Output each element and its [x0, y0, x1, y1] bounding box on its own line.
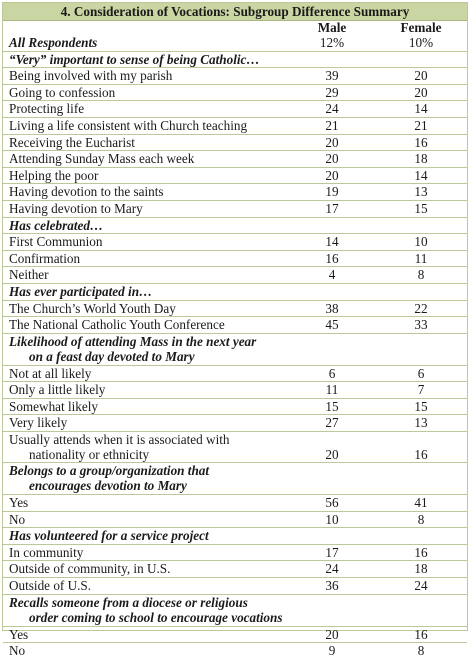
- table-row: [3, 234, 467, 251]
- section-heading: [3, 51, 467, 68]
- table-row: [3, 84, 467, 101]
- section-heading-line: Has ever participated in…: [9, 283, 153, 299]
- male-value: 4: [285, 267, 375, 284]
- male-value: 20: [285, 432, 375, 463]
- table-row: [3, 267, 467, 284]
- row-label: [3, 578, 285, 595]
- section-heading-line: on a feast day devoted to Mary: [29, 348, 195, 364]
- table-row: [3, 578, 467, 595]
- row-label: [3, 398, 285, 415]
- row-label-line: Being involved with my parish: [9, 68, 173, 84]
- row-label-line: Receiving the Eucharist: [9, 134, 135, 150]
- section-heading-row: [3, 528, 467, 545]
- table-row: [3, 250, 467, 267]
- section-heading-row: [3, 463, 467, 495]
- female-value: 41: [375, 495, 467, 512]
- female-value: 8: [375, 511, 467, 528]
- female-value: 22: [375, 300, 467, 317]
- table-row: [3, 117, 467, 134]
- row-label-line: Confirmation: [9, 250, 81, 266]
- row-label: [3, 415, 285, 432]
- row-label: [3, 561, 285, 578]
- male-value: 17: [285, 544, 375, 561]
- row-label-line: Usually attends when it is associated with: [9, 432, 230, 448]
- table-row: [3, 382, 467, 399]
- row-label: [3, 544, 285, 561]
- row-label-line: No: [9, 511, 26, 527]
- male-value: 19: [285, 184, 375, 201]
- section-heading-line: Has celebrated…: [9, 217, 104, 233]
- section-heading-row: [3, 217, 467, 234]
- row-label-line: Protecting life: [9, 101, 85, 117]
- male-value: 45: [285, 317, 375, 334]
- female-value: 10: [375, 234, 467, 251]
- male-value: 21: [285, 117, 375, 134]
- male-value: 24: [285, 561, 375, 578]
- female-value: 8: [375, 267, 467, 284]
- section-heading-line: encourages devotion to Mary: [29, 478, 187, 494]
- section-heading-row: [3, 333, 467, 365]
- row-label-line: No: [9, 643, 26, 659]
- female-value: 14: [375, 101, 467, 118]
- row-label: [3, 68, 285, 85]
- male-value: 56: [285, 495, 375, 512]
- row-label-line: Living a life consistent with Church teaching: [9, 117, 248, 133]
- section-heading: [3, 594, 467, 626]
- column-header-female: Female: [400, 20, 442, 35]
- table-row: [3, 561, 467, 578]
- section-heading-row: [3, 51, 467, 68]
- male-value: 17: [285, 200, 375, 217]
- male-value: 20: [285, 151, 375, 168]
- table-row: [3, 300, 467, 317]
- section-heading-line: “Very” important to sense of being Catholic…: [9, 51, 260, 67]
- row-label-line: The National Catholic Youth Conference: [9, 317, 225, 333]
- table-row: [3, 643, 467, 659]
- row-label-line: The Church’s World Youth Day: [9, 300, 176, 316]
- row-label: [3, 317, 285, 334]
- section-heading-line: Recalls someone from a diocese or religious: [9, 594, 248, 610]
- female-value: 11: [375, 250, 467, 267]
- row-label: [3, 101, 285, 118]
- female-value: 33: [375, 317, 467, 334]
- male-value: 15: [285, 398, 375, 415]
- row-label: [3, 511, 285, 528]
- female-value: 16: [375, 626, 467, 643]
- female-value: 18: [375, 561, 467, 578]
- female-value: 7: [375, 382, 467, 399]
- table-row: [3, 151, 467, 168]
- row-label: [3, 200, 285, 217]
- table-title-row: [3, 3, 467, 21]
- summary-table: [3, 3, 467, 659]
- female-value: 16: [375, 432, 467, 463]
- female-value: 18: [375, 151, 467, 168]
- female-value: 20: [375, 84, 467, 101]
- section-heading: [3, 463, 467, 495]
- row-label-line: Attending Sunday Mass each week: [9, 151, 195, 167]
- row-label: [3, 234, 285, 251]
- female-value: 8: [375, 643, 467, 659]
- row-label-line: Outside of U.S.: [9, 578, 92, 594]
- male-value: 9: [285, 643, 375, 659]
- row-label-line: Somewhat likely: [9, 398, 99, 414]
- female-value: 20: [375, 68, 467, 85]
- row-label: [3, 184, 285, 201]
- male-value: 29: [285, 84, 375, 101]
- female-value: 16: [375, 134, 467, 151]
- row-label: All Respondents: [9, 35, 98, 50]
- table-row: [3, 317, 467, 334]
- male-value: 11: [285, 382, 375, 399]
- all-respondents-row: [3, 35, 467, 51]
- row-label-line: Only a little likely: [9, 382, 106, 398]
- row-label: [3, 117, 285, 134]
- female-value: 21: [375, 117, 467, 134]
- section-heading-line: order coming to school to encourage vocations: [29, 609, 283, 625]
- row-label: [3, 250, 285, 267]
- section-heading-line: Has volunteered for a service project: [9, 528, 209, 544]
- female-value: 14: [375, 167, 467, 184]
- table-title: 4. Consideration of Vocations: Subgroup Difference Summary: [3, 3, 467, 21]
- male-value: 20: [285, 134, 375, 151]
- row-label: [3, 167, 285, 184]
- summary-table-frame: [2, 2, 468, 659]
- row-label-line: In community: [9, 544, 84, 560]
- row-label: [3, 643, 285, 659]
- male-value: 20: [285, 167, 375, 184]
- row-label: [3, 626, 285, 643]
- section-heading: [3, 528, 467, 545]
- row-label-line: Having devotion to Mary: [9, 200, 143, 216]
- male-value: 38: [285, 300, 375, 317]
- male-value: 10: [285, 511, 375, 528]
- row-label: [3, 365, 285, 382]
- table-row: [3, 398, 467, 415]
- row-label: [3, 267, 285, 284]
- male-value: 20: [285, 626, 375, 643]
- row-label-line: Having devotion to the saints: [9, 184, 164, 200]
- table-row: [3, 167, 467, 184]
- table-row: [3, 626, 467, 643]
- table-row: [3, 511, 467, 528]
- male-value: 6: [285, 365, 375, 382]
- table-body: [3, 51, 467, 659]
- female-value: 15: [375, 200, 467, 217]
- row-label: [3, 432, 285, 463]
- row-label-line: Going to confession: [9, 84, 116, 100]
- section-heading-line: Belongs to a group/organization that: [9, 463, 210, 479]
- row-label-line: Yes: [9, 495, 29, 511]
- female-value: 16: [375, 544, 467, 561]
- section-heading: [3, 217, 467, 234]
- female-value: 13: [375, 184, 467, 201]
- section-heading: [3, 333, 467, 365]
- male-value: 36: [285, 578, 375, 595]
- row-label-line: Very likely: [9, 415, 68, 431]
- female-value: 15: [375, 398, 467, 415]
- section-heading-line: Likelihood of attending Mass in the next year: [9, 333, 257, 349]
- row-label-line: Not at all likely: [9, 365, 92, 381]
- row-label-line: Outside of community, in U.S.: [9, 561, 171, 577]
- row-label: [3, 495, 285, 512]
- column-header-row: [3, 21, 467, 36]
- table-row: [3, 432, 467, 463]
- column-header-male: Male: [317, 20, 347, 35]
- row-label-line: Helping the poor: [9, 167, 99, 183]
- male-value: 14: [285, 234, 375, 251]
- table-row: [3, 134, 467, 151]
- male-value: 27: [285, 415, 375, 432]
- row-label: [3, 134, 285, 151]
- male-value: 16: [285, 250, 375, 267]
- row-label-line: Neither: [9, 267, 49, 283]
- female-value: 10%: [408, 35, 434, 50]
- female-value: 6: [375, 365, 467, 382]
- row-label-line: First Communion: [9, 234, 103, 250]
- table-row: [3, 365, 467, 382]
- row-label: [3, 84, 285, 101]
- row-label: [3, 382, 285, 399]
- table-row: [3, 495, 467, 512]
- table-row: [3, 544, 467, 561]
- female-value: 13: [375, 415, 467, 432]
- table-row: [3, 415, 467, 432]
- male-value: 39: [285, 68, 375, 85]
- section-heading-row: [3, 283, 467, 300]
- table-row: [3, 101, 467, 118]
- row-label: [3, 300, 285, 317]
- section-heading: [3, 283, 467, 300]
- table-row: [3, 200, 467, 217]
- row-label-line: Yes: [9, 626, 29, 642]
- row-label-line: nationality or ethnicity: [29, 447, 150, 463]
- section-heading-row: [3, 594, 467, 626]
- table-row: [3, 68, 467, 85]
- row-label: [3, 151, 285, 168]
- male-value: 12%: [319, 35, 345, 50]
- female-value: 24: [375, 578, 467, 595]
- table-row: [3, 184, 467, 201]
- male-value: 24: [285, 101, 375, 118]
